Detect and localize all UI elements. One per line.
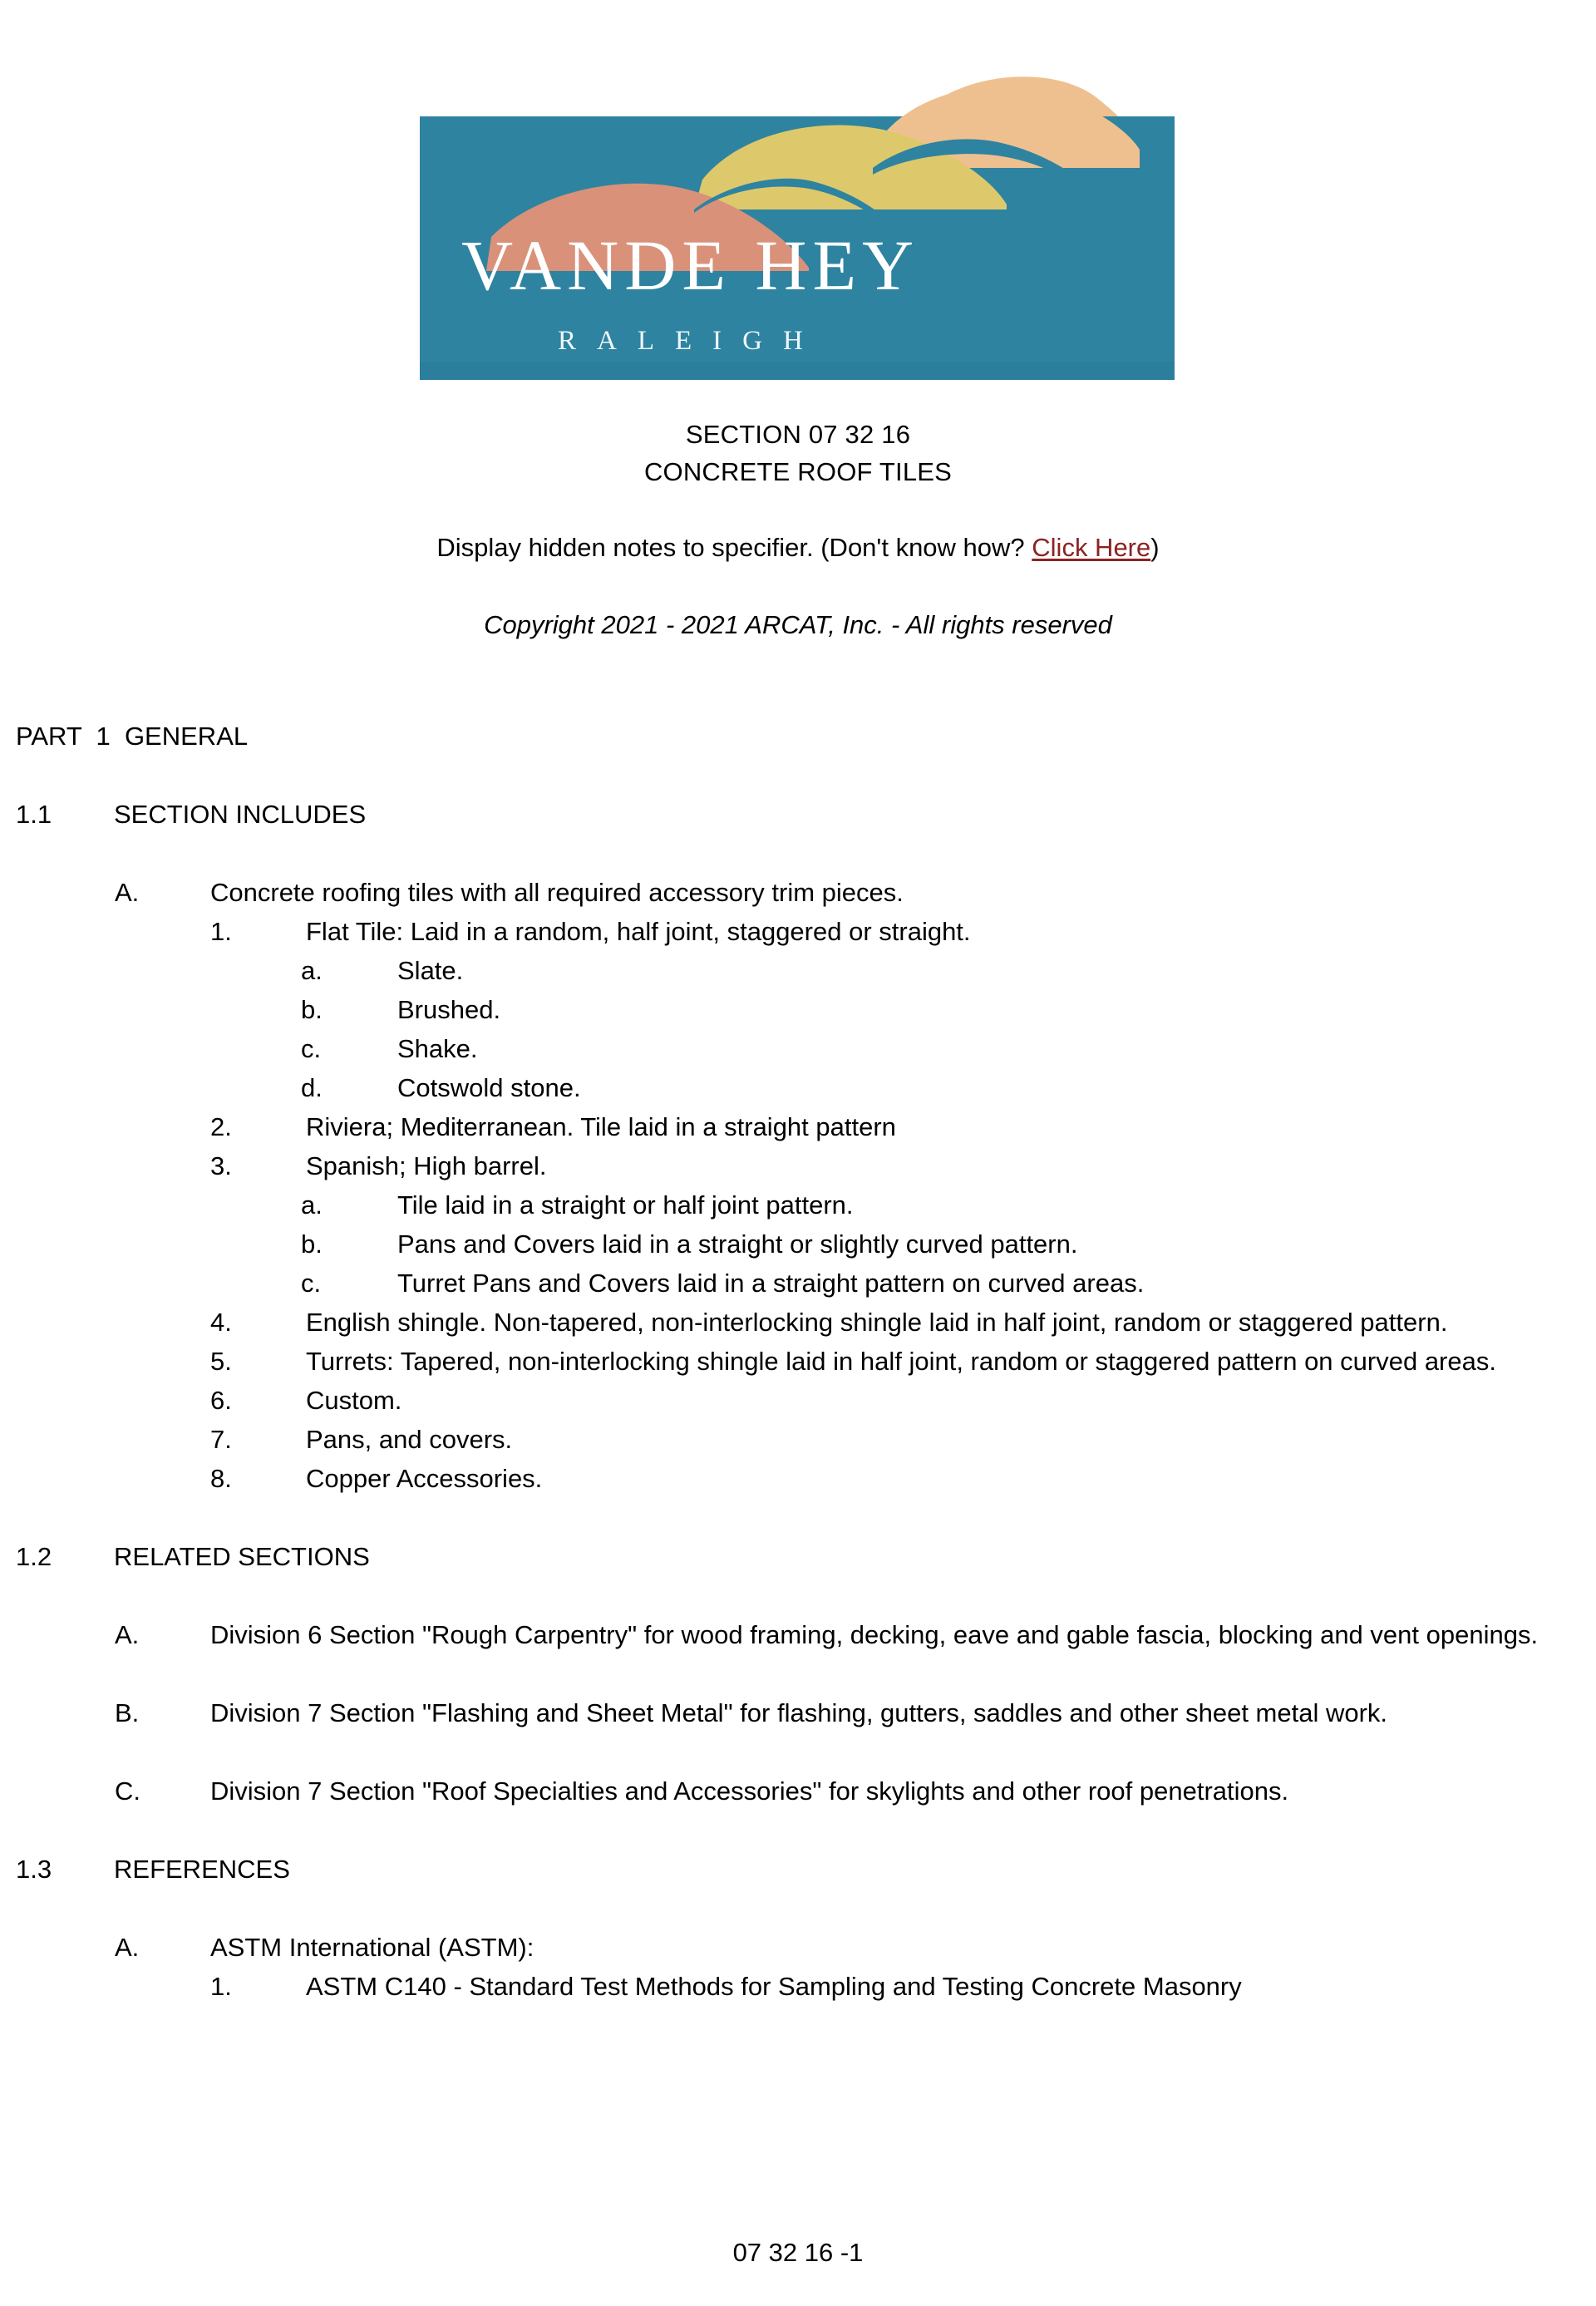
list-item — [210, 1459, 1596, 1498]
list-text: Riviera; Mediterranean. Tile laid in a straight pattern — [306, 1112, 896, 1141]
list-item — [115, 873, 1596, 912]
specification-body — [0, 717, 1596, 2006]
list-item — [301, 1185, 1596, 1224]
list-marker: 6. — [210, 1386, 232, 1415]
list-text: Cotswold stone. — [397, 1073, 581, 1102]
list-item — [115, 1771, 1596, 1811]
section-number-1-2: 1.2 — [16, 1542, 52, 1571]
list-marker: 1. — [210, 1972, 232, 2001]
list-marker: 1. — [210, 917, 232, 946]
list-marker: a. — [301, 1190, 323, 1220]
list-text: Shake. — [397, 1034, 478, 1063]
list-item — [210, 1146, 1596, 1185]
list-item — [210, 1381, 1596, 1420]
section-title-1-3: REFERENCES — [114, 1855, 290, 1884]
list-item — [210, 1342, 1596, 1381]
list-marker: d. — [301, 1073, 323, 1102]
list-item — [210, 1420, 1596, 1459]
list-marker: b. — [301, 1229, 323, 1259]
list-marker: 5. — [210, 1347, 232, 1376]
section-heading-1-1 — [16, 795, 1596, 834]
list-marker: A. — [115, 878, 140, 907]
list-item — [210, 1107, 1596, 1146]
list-text: Copper Accessories. — [306, 1464, 543, 1493]
list-text: Pans and Covers laid in a straight or slightly curved pattern. — [397, 1229, 1078, 1259]
section-title: CONCRETE ROOF TILES — [643, 457, 953, 486]
list-text: Division 7 Section "Flashing and Sheet Metal" for flashing, gutters, saddles and other sheet metal work. — [210, 1698, 1388, 1727]
list-item — [210, 1967, 1596, 2006]
document-header — [0, 416, 1596, 643]
list-item — [115, 1693, 1596, 1732]
list-item — [301, 1264, 1596, 1303]
list-text: Brushed. — [397, 995, 501, 1024]
list-item — [115, 1615, 1596, 1654]
list-text: Division 6 Section "Rough Carpentry" for wood framing, decking, eave and gable fascia, blocking and vent openings. — [210, 1620, 1539, 1649]
list-text: English shingle. Non-tapered, non-interlocking shingle laid in half joint, random or staggered pattern. — [306, 1308, 1448, 1337]
list-marker: 2. — [210, 1112, 232, 1141]
list-item — [301, 1224, 1596, 1264]
list-item — [210, 1303, 1596, 1342]
list-marker: C. — [115, 1776, 140, 1806]
hidden-notes-suffix: ) — [1150, 533, 1160, 562]
list-marker: c. — [301, 1269, 322, 1298]
list-text: Slate. — [397, 956, 464, 985]
company-logo — [420, 67, 1175, 380]
section-number: SECTION 07 32 16 — [685, 420, 911, 449]
hidden-notes-prefix: Display hidden notes to specifier. (Don't know how? — [436, 533, 1032, 562]
section-number-1-3: 1.3 — [16, 1855, 52, 1884]
list-text: Concrete roofing tiles with all required accessory trim pieces. — [210, 878, 904, 907]
list-marker: 4. — [210, 1308, 232, 1337]
list-marker: 8. — [210, 1464, 232, 1493]
list-text: Turrets: Tapered, non-interlocking shingle laid in half joint, random or staggered pattern on curved areas. — [306, 1347, 1496, 1376]
section-title-1-1: SECTION INCLUDES — [114, 800, 367, 829]
list-marker: c. — [301, 1034, 322, 1063]
list-text: Spanish; High barrel. — [306, 1151, 547, 1180]
list-marker: 3. — [210, 1151, 232, 1180]
list-text: ASTM C140 - Standard Test Methods for Sampling and Testing Concrete Masonry — [306, 1972, 1242, 2001]
list-item — [301, 951, 1596, 990]
section-heading-1-2 — [16, 1537, 1596, 1576]
list-marker: B. — [115, 1698, 140, 1727]
vande-hey-raleigh-logo-graphic — [420, 67, 1175, 380]
list-marker: 7. — [210, 1425, 232, 1454]
list-item — [301, 1029, 1596, 1068]
list-marker: b. — [301, 995, 323, 1024]
list-item — [301, 1068, 1596, 1107]
logo-company-subtitle: RALEIGH — [558, 326, 824, 356]
click-here-link[interactable]: Click Here — [1032, 533, 1151, 562]
section-heading-1-3 — [16, 1850, 1596, 1889]
copyright-notice: Copyright 2021 - 2021 ARCAT, Inc. - All rights reserved — [484, 610, 1112, 639]
part-heading: PART 1 GENERAL — [16, 722, 249, 751]
list-marker: A. — [115, 1933, 140, 1962]
list-item — [115, 1928, 1596, 1967]
list-text: Division 7 Section "Roof Specialties and Accessories" for skylights and other roof penetrations. — [210, 1776, 1289, 1806]
section-number-1-1: 1.1 — [16, 800, 52, 829]
page-number-label: 07 32 16 -1 — [732, 2238, 864, 2267]
list-marker: A. — [115, 1620, 140, 1649]
list-text: Pans, and covers. — [306, 1425, 513, 1454]
list-item — [301, 990, 1596, 1029]
list-text: Flat Tile: Laid in a random, half joint, staggered or straight. — [306, 917, 971, 946]
list-text: Tile laid in a straight or half joint pattern. — [397, 1190, 854, 1220]
list-marker: a. — [301, 956, 323, 985]
section-title-1-2: RELATED SECTIONS — [114, 1542, 370, 1571]
list-text: ASTM International (ASTM): — [210, 1933, 534, 1962]
page-footer — [0, 2236, 1596, 2269]
logo-company-name: VANDE HEY — [461, 225, 920, 305]
list-item — [210, 912, 1596, 951]
hidden-notes-line — [0, 529, 1596, 566]
list-text: Turret Pans and Covers laid in a straight pattern on curved areas. — [397, 1269, 1145, 1298]
list-text: Custom. — [306, 1386, 402, 1415]
